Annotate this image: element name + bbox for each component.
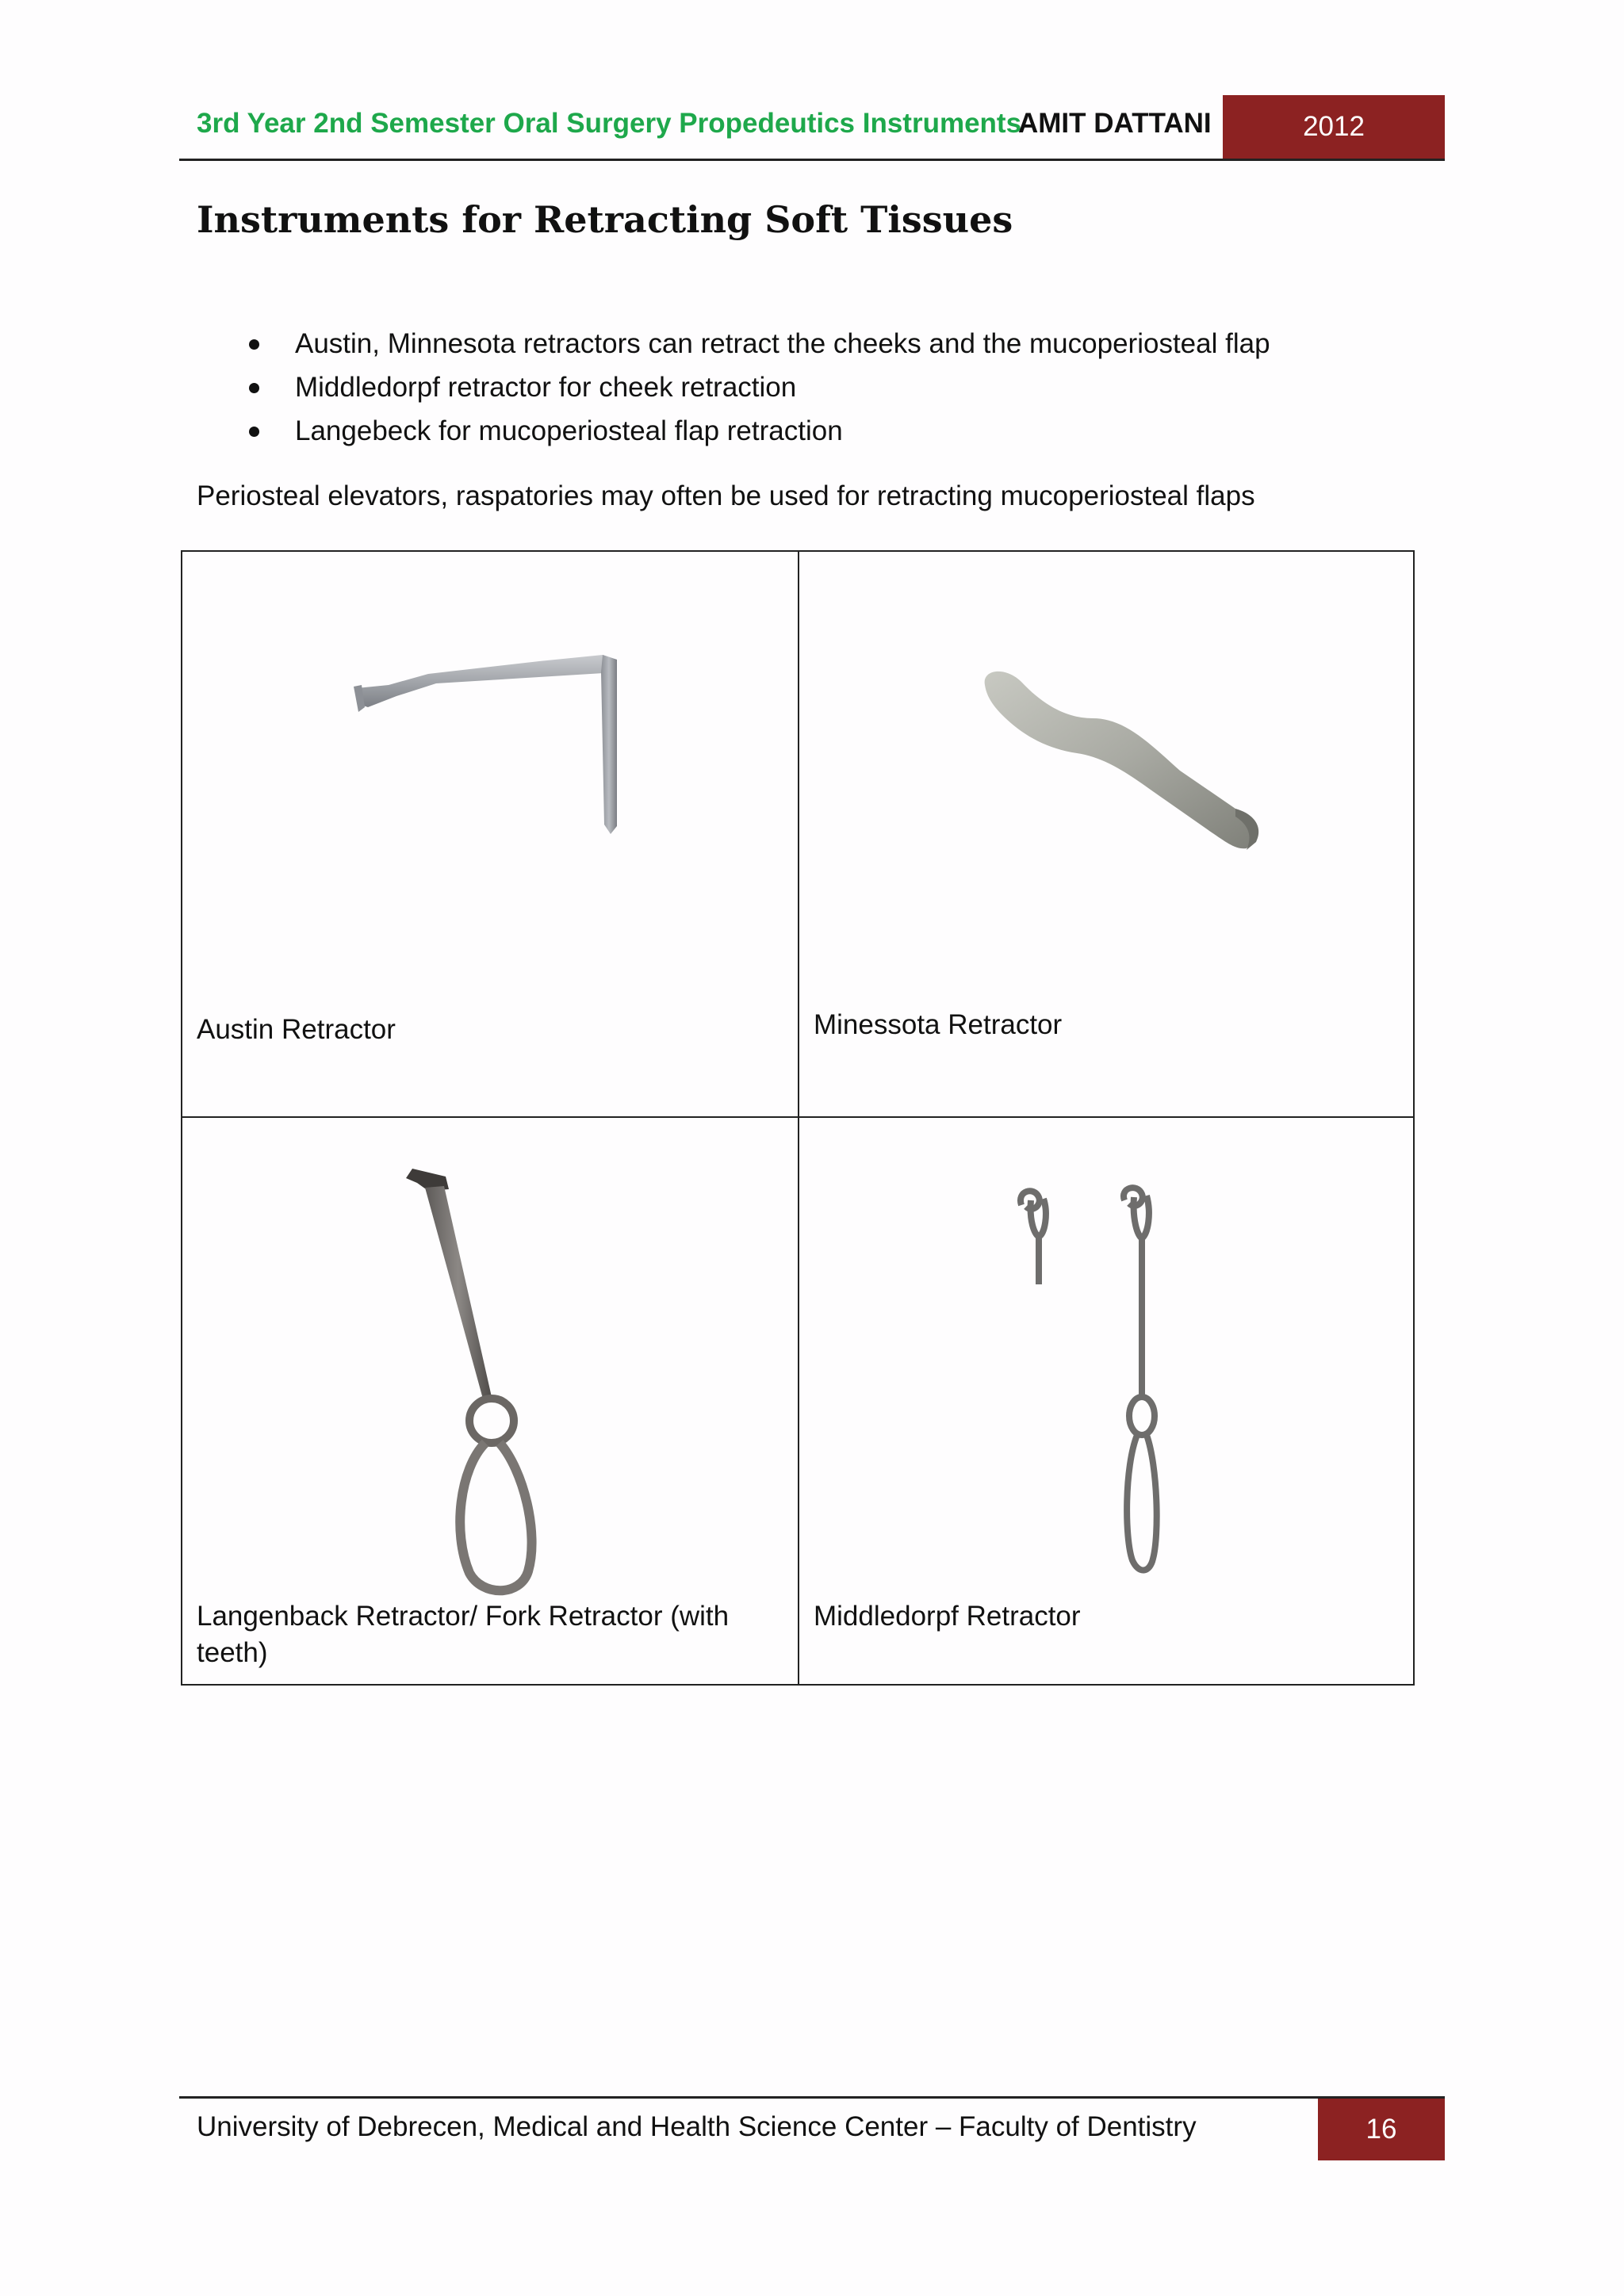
page-header xyxy=(179,95,1445,161)
list-item xyxy=(238,409,1270,453)
list-item xyxy=(238,365,1270,409)
body-paragraph: Periosteal elevators, raspatories may often be used for retracting mucoperiosteal flaps xyxy=(197,480,1255,511)
bullet-icon xyxy=(249,339,259,350)
caption-line: Langenback Retractor/ Fork Retractor (with xyxy=(197,1601,730,1632)
list-item-text: Austin, Minnesota retractors can retract the cheeks and the mucoperiosteal flap xyxy=(295,328,1270,359)
cell-caption xyxy=(197,1598,729,1671)
cell-caption: Austin Retractor xyxy=(197,1014,396,1045)
list-item xyxy=(238,322,1270,365)
table-cell-minnesota xyxy=(799,552,1413,1118)
bullet-list xyxy=(238,322,1270,453)
header-year-badge: 2012 xyxy=(1223,95,1445,159)
bullet-icon xyxy=(249,383,259,393)
cell-caption: Middledorpf Retractor xyxy=(814,1601,1081,1632)
header-author: AMIT DATTANI xyxy=(1018,108,1212,139)
table-cell-middeldorpf xyxy=(799,1118,1413,1684)
caption-line: teeth) xyxy=(197,1637,268,1668)
austin-retractor-image xyxy=(341,631,658,869)
middeldorpf-retractor-image xyxy=(1005,1181,1212,1594)
list-item-text: Langebeck for mucoperiosteal flap retraction xyxy=(295,415,843,446)
page-number-badge: 16 xyxy=(1318,2099,1445,2160)
bullet-icon xyxy=(249,427,259,437)
header-title: 3rd Year 2nd Semester Oral Surgery Propedeutics Instruments xyxy=(197,108,1022,139)
instrument-table xyxy=(181,550,1415,1686)
langenbeck-retractor-image xyxy=(373,1159,595,1603)
page-footer xyxy=(179,2096,1445,2160)
page-title: Instruments for Retracting Soft Tissues xyxy=(197,198,1013,241)
list-item-text: Middledorpf retractor for cheek retraction xyxy=(295,372,797,403)
table-cell-austin xyxy=(182,552,799,1118)
table-cell-langenbeck xyxy=(182,1118,799,1684)
cell-caption: Minessota Retractor xyxy=(814,1009,1063,1040)
minnesota-retractor-image xyxy=(974,663,1291,869)
footer-text: University of Debrecen, Medical and Health Science Center – Faculty of Dentistry xyxy=(197,2111,1197,2142)
